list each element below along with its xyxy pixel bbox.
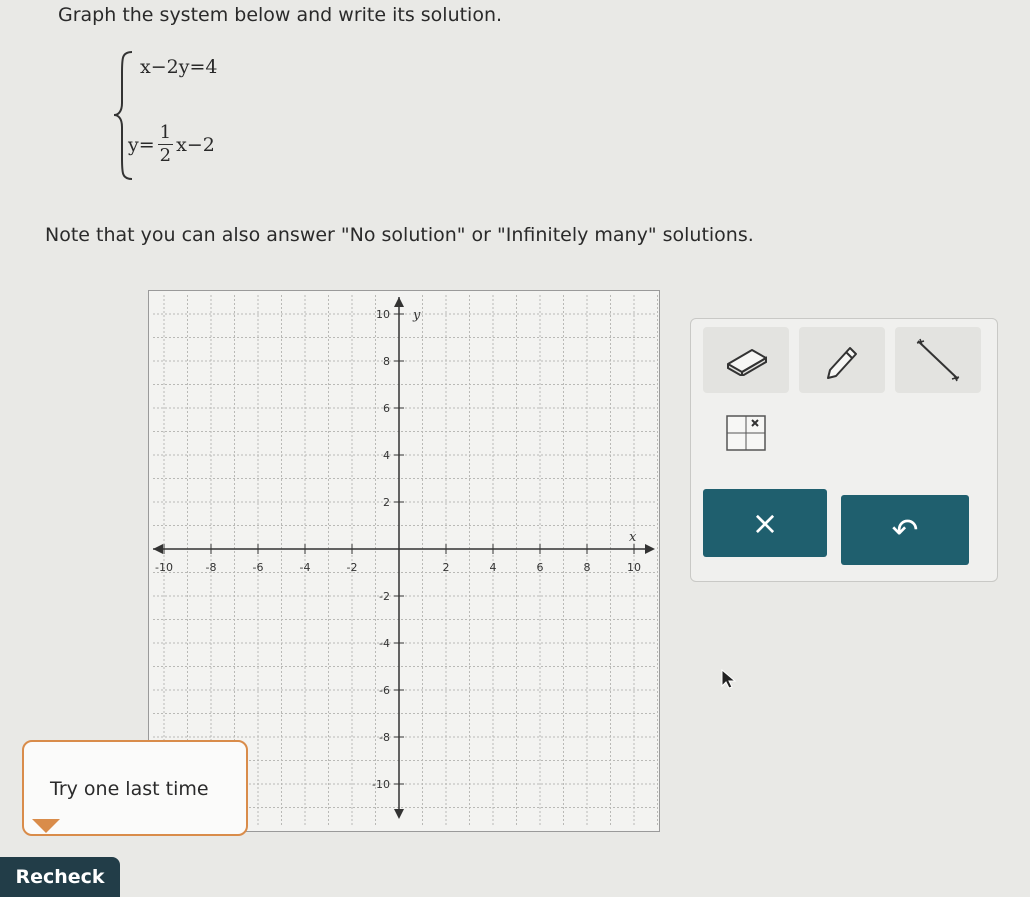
- x-tick-label: 10: [627, 561, 641, 574]
- x-tick-label: -8: [205, 561, 217, 574]
- x-tick-label: -10: [155, 561, 173, 574]
- clear-button[interactable]: ×: [703, 489, 827, 557]
- y-tick-label: -6: [379, 684, 390, 697]
- eraser-icon: [722, 344, 770, 376]
- y-axis-label: y: [413, 308, 421, 323]
- fraction-denominator: 2: [159, 145, 172, 166]
- y-tick-label: -2: [379, 590, 390, 603]
- undo-button[interactable]: ↶: [841, 495, 969, 565]
- pencil-icon: [822, 340, 862, 380]
- x-tick-label: -4: [299, 561, 311, 574]
- recheck-button[interactable]: Recheck: [0, 857, 120, 897]
- pencil-tool[interactable]: [799, 327, 885, 393]
- x-axis-left-arrow: [153, 544, 163, 554]
- x-axis-right-arrow: [645, 544, 655, 554]
- fraction: [158, 124, 173, 165]
- point-plot-icon: [721, 410, 771, 456]
- x-tick-label: 4: [489, 561, 497, 574]
- tooltip-text: Try one last time: [50, 778, 209, 800]
- y-tick-label: 10: [376, 308, 390, 321]
- y-tick-label: 8: [383, 355, 390, 368]
- line-segment-tool[interactable]: [895, 327, 981, 393]
- x-tick-label: -6: [252, 561, 264, 574]
- y-tick-label: 2: [383, 496, 390, 509]
- mouse-cursor-icon: [720, 668, 738, 690]
- y-tick-label: -4: [379, 637, 390, 650]
- x-axis-label: x: [629, 530, 637, 545]
- point-plot-tool[interactable]: [703, 403, 789, 463]
- x-tick-label: 2: [442, 561, 450, 574]
- tool-panel: [690, 318, 998, 582]
- equation-2-lhs: y=: [128, 133, 155, 156]
- fraction-numerator: 1: [159, 122, 172, 143]
- x-tick-label: -2: [346, 561, 358, 574]
- y-tick-label: -8: [379, 731, 390, 744]
- eraser-tool[interactable]: [703, 327, 789, 393]
- equation-2-rest: x−2: [176, 133, 215, 156]
- problem-prompt: Graph the system below and write its solution.: [58, 4, 503, 26]
- line-segment-icon: [910, 335, 966, 385]
- y-axis-bottom-arrow: [394, 809, 404, 819]
- y-tick-label: 4: [383, 449, 390, 462]
- x-tick-label: 8: [583, 561, 591, 574]
- equation-2: [128, 124, 215, 165]
- equation-1: x−2y=4: [140, 56, 218, 78]
- x-tick-label: 6: [536, 561, 544, 574]
- equation-system: [112, 48, 302, 183]
- tooltip-pointer: [32, 819, 60, 833]
- y-tick-label: -10: [372, 778, 390, 791]
- y-tick-label: 6: [383, 402, 390, 415]
- solution-note: Note that you can also answer "No solution" or "Infinitely many" solutions.: [45, 224, 754, 246]
- y-axis-top-arrow: [394, 297, 404, 307]
